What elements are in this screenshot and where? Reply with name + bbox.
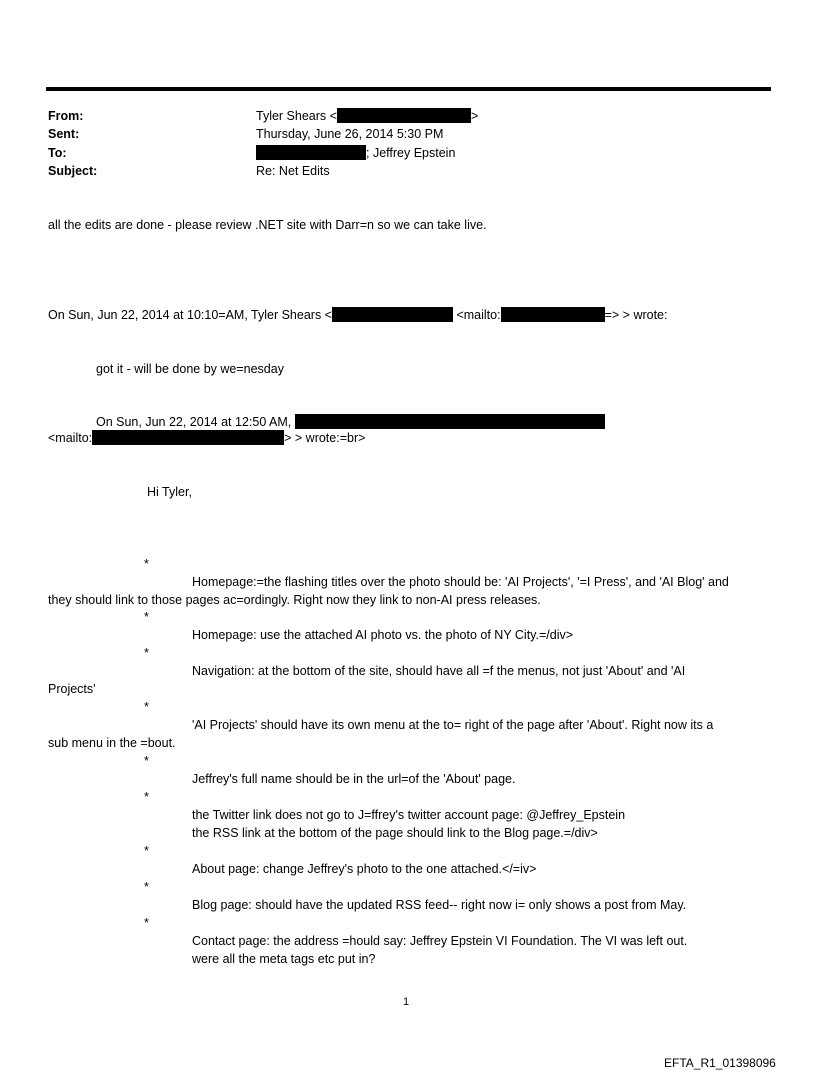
redaction-block (256, 145, 366, 160)
document-id: EFTA_R1_01398096 (664, 1056, 776, 1070)
bullet-marker: * (144, 646, 149, 660)
quote1-part-a: On Sun, Jun 22, 2014 at 10:10=AM, Tyler Shears < (48, 308, 332, 322)
list-item: Homepage: use the attached AI photo vs. the photo of NY City.=/div> (192, 628, 574, 642)
from-label: From: (48, 109, 84, 123)
subject-value: Re: Net Edits (256, 164, 330, 178)
redaction-block (92, 430, 284, 445)
bullet-marker: * (144, 557, 149, 571)
list-item-continuation: Projects' (48, 682, 96, 696)
bullet-marker: * (144, 700, 149, 714)
to-tail: ; Jeffrey Epstein (366, 146, 456, 160)
bullet-marker: * (144, 916, 149, 930)
list-item: About page: change Jeffrey's photo to the one attached.</=iv> (192, 862, 537, 876)
redaction-block (501, 307, 605, 322)
subject-label: Subject: (48, 164, 98, 178)
intro-text: all the edits are done - please review .NET site with Darr=n so we can take live. (48, 218, 487, 232)
list-item: Jeffrey's full name should be in the url=of the 'About' page. (192, 772, 516, 786)
redaction-block (295, 414, 605, 429)
sent-value: Thursday, June 26, 2014 5:30 PM (256, 127, 444, 141)
list-item: Blog page: should have the updated RSS feed-- right now i= only shows a post from May. (192, 898, 687, 912)
bullet-marker: * (144, 610, 149, 624)
page-number: 1 (403, 996, 410, 1008)
quote1-header (48, 307, 667, 323)
quote1-part-b: <mailto: (456, 308, 501, 322)
quote2-part-a: On Sun, Jun 22, 2014 at 12:50 AM, (96, 415, 292, 429)
bullet-marker: * (144, 790, 149, 804)
list-item-continuation: they should link to those pages ac=ordingly. Right now they link to non-AI press releases. (48, 593, 541, 607)
bullet-marker: * (144, 844, 149, 858)
list-item-continuation: sub menu in the =bout. (48, 736, 176, 750)
from-name: Tyler Shears < (256, 109, 337, 123)
header-rule (46, 87, 771, 91)
reply1-text: got it - will be done by we=nesday (96, 362, 284, 376)
from-tail: > (470, 109, 479, 123)
redaction-block (337, 108, 471, 123)
redaction-block (332, 307, 453, 322)
quote1-part-c: => > wrote: (604, 308, 668, 322)
list-item: Homepage:=the flashing titles over the photo should be: 'AI Projects', '=I Press', and 'AI Blog' and (192, 575, 729, 589)
list-item: 'AI Projects' should have its own menu at the to= right of the page after 'About'. Right now its a (192, 718, 714, 732)
list-item: Contact page: the address =hould say: Jeffrey Epstein VI Foundation. The VI was left out. (192, 934, 688, 948)
bullet-marker: * (144, 754, 149, 768)
list-item-line: were all the meta tags etc put in? (192, 952, 376, 966)
list-item: the Twitter link does not go to J=ffrey's twitter account page: @Jeffrey_Epstein (192, 808, 626, 822)
greeting-text: Hi Tyler, (147, 485, 192, 499)
quote2-mailto (48, 430, 365, 446)
to-label: To: (48, 146, 67, 160)
bullet-marker: * (144, 880, 149, 894)
list-item: Navigation: at the bottom of the site, should have all =f the menus, not just 'About' and 'AI (192, 664, 686, 678)
sent-label: Sent: (48, 127, 80, 141)
from-value (256, 108, 478, 124)
quote2-header (96, 414, 605, 430)
to-value (256, 145, 455, 161)
quote2-part-b: <mailto: (48, 431, 93, 445)
quote2-part-c: > > wrote:=br> (284, 431, 366, 445)
list-item-line: the RSS link at the bottom of the page should link to the Blog page.=/div> (192, 826, 598, 840)
